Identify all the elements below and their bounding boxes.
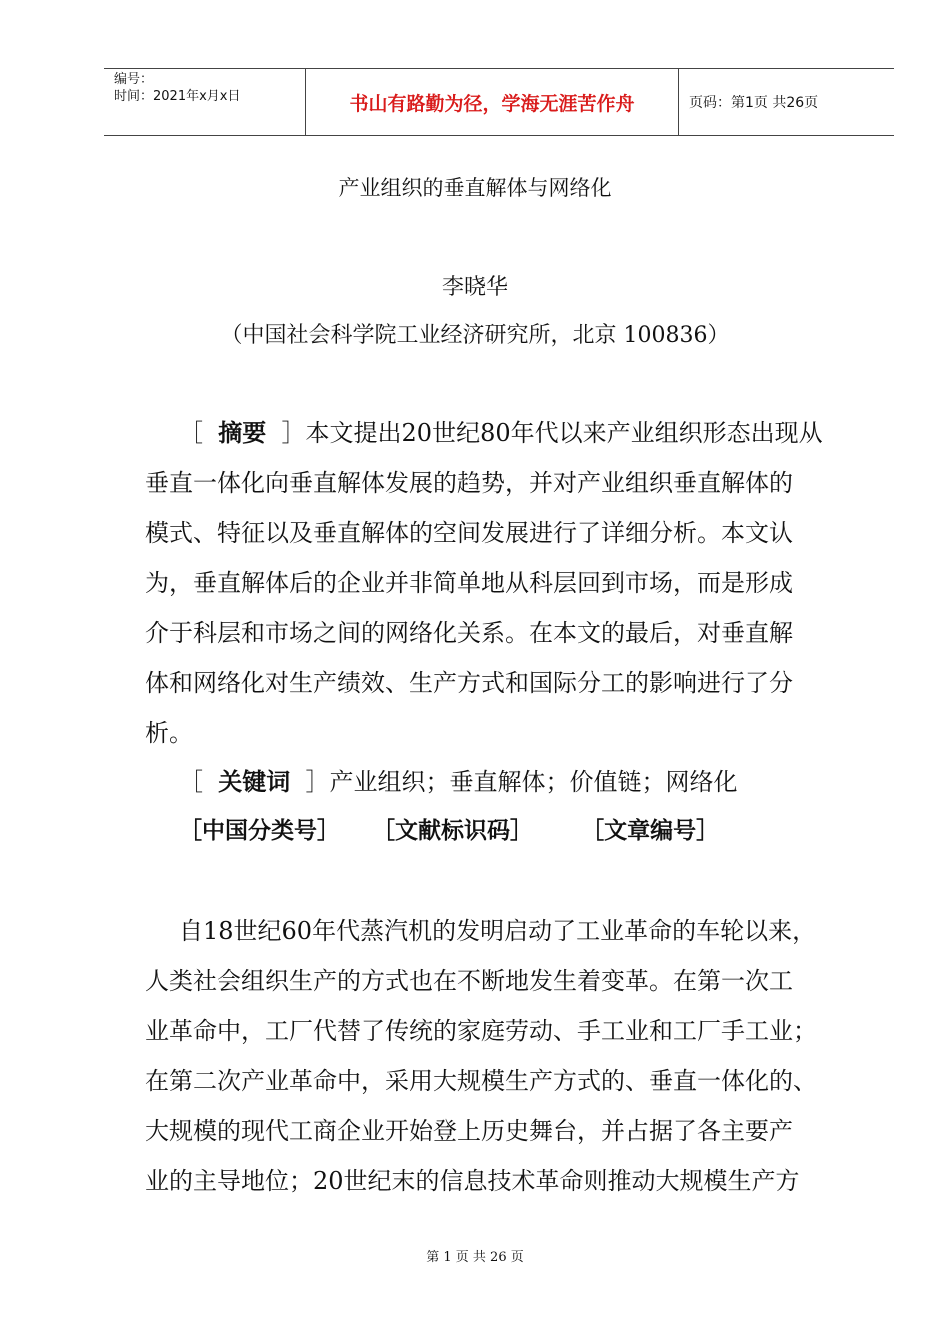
body-paragraph <box>145 906 865 1206</box>
body-line: 业的主导地位；20世纪末的信息技术革命则推动大规模生产方 <box>145 1167 800 1195</box>
abstract-line: 模式、特征以及垂直解体的空间发展进行了详细分析。本文认 <box>145 519 793 547</box>
body-line: 人类社会组织生产的方式也在不断地发生着变革。在第一次工 <box>145 967 793 995</box>
abstract-line: 体和网络化对生产绩效、生产方式和国际分工的影响进行了分 <box>145 669 793 697</box>
bracket-close: ］ <box>266 419 306 447</box>
abstract-line: 垂直一体化向垂直解体发展的趋势，并对产业组织垂直解体的 <box>145 469 793 497</box>
abstract-line <box>145 408 865 458</box>
body-line: 业革命中，工厂代替了传统的家庭劳动、手工业和工厂手工业； <box>145 1017 817 1045</box>
author-affiliation: （中国社会科学院工业经济研究所，北京 100836） <box>220 323 730 348</box>
number-label: 编号： <box>114 72 154 87</box>
header-page-label: 页码：第1页 共26页 <box>689 95 819 111</box>
keywords-label: 关键词 <box>218 768 291 796</box>
keywords-line <box>145 762 738 797</box>
body-line: 在第二次产业革命中，采用大规模生产方式的、垂直一体化的、 <box>145 1067 817 1095</box>
bracket-open: ［ <box>179 419 219 447</box>
abstract-line: 为，垂直解体后的企业并非简单地从科层回到市场，而是形成 <box>145 569 793 597</box>
paper-title: 产业组织的垂直解体与网络化 <box>338 176 612 200</box>
page-footer: 第 1 页 共 26 页 <box>426 1250 524 1265</box>
body-line: 大规模的现代工商企业开始登上历史舞台，并占据了各主要产 <box>145 1117 793 1145</box>
header-motto: 书山有路勤为径，学海无涯苦作舟 <box>306 69 679 135</box>
abstract-line: 介于科层和市场之间的网络化关系。在本文的最后，对垂直解 <box>145 619 793 647</box>
bracket-close: ］ <box>290 768 330 796</box>
abstract-label: 摘要 <box>218 419 267 447</box>
header-meta <box>104 69 306 135</box>
keywords-text: 产业组织；垂直解体；价值链；网络化 <box>329 768 738 796</box>
bracket-open: ［ <box>179 768 219 796</box>
document-header <box>104 68 894 136</box>
classification-line: ［中国分类号］ ［文献标识码］ ［文章编号］ <box>179 818 720 844</box>
author-name: 李晓华 <box>441 275 508 300</box>
time-label: 时间：2021年x月x日 <box>114 89 241 104</box>
body-line: 自18世纪60年代蒸汽机的发明启动了工业革命的车轮以来， <box>179 917 817 945</box>
abstract-paragraph <box>145 408 865 758</box>
abstract-text: 本文提出20世纪80年代以来产业组织形态出现从 <box>305 419 823 447</box>
abstract-line: 析。 <box>145 719 193 747</box>
